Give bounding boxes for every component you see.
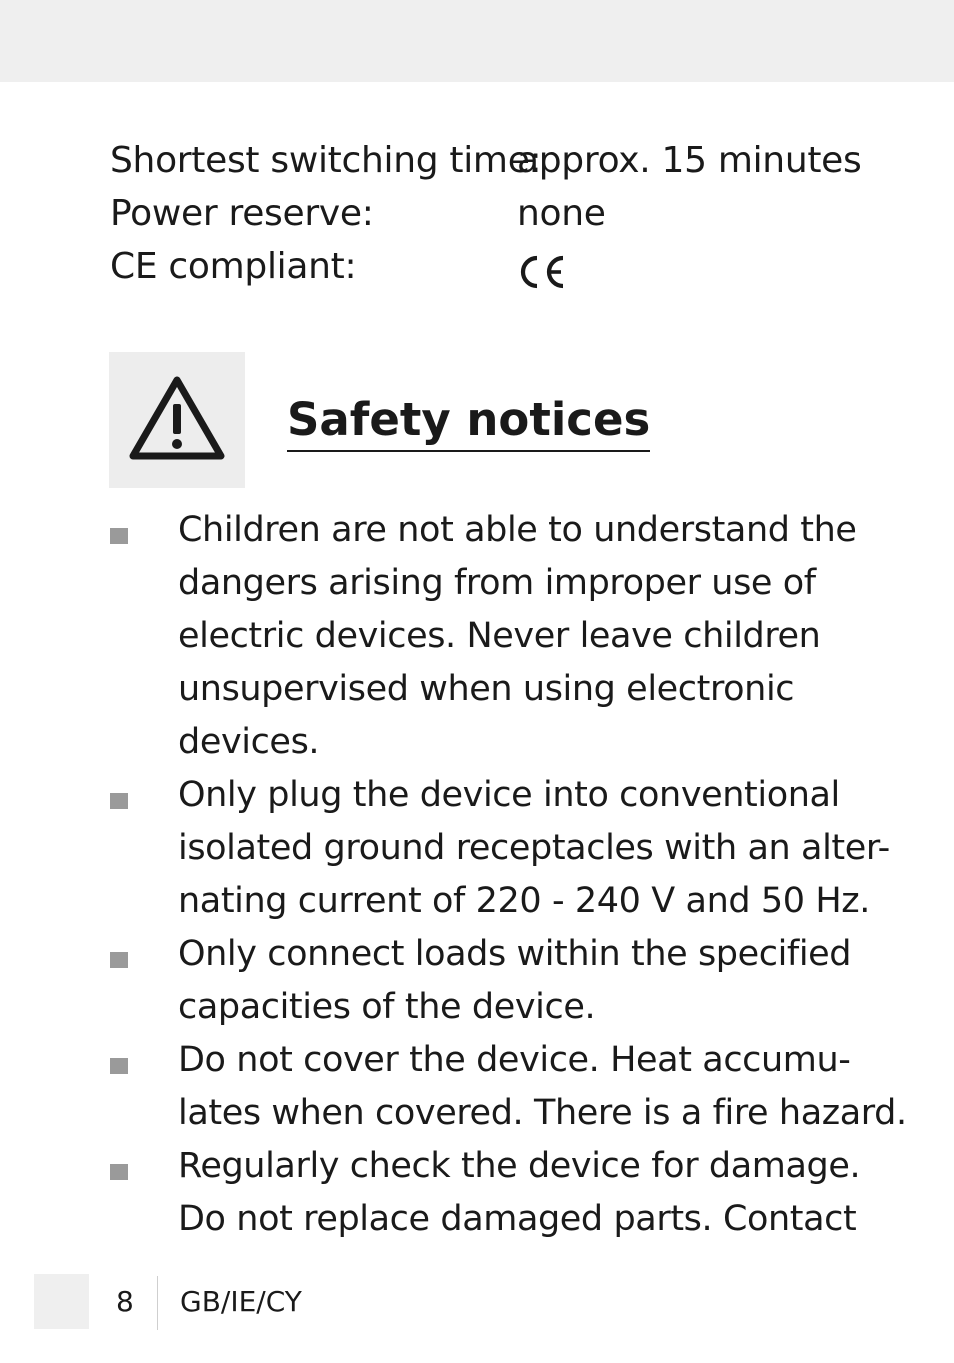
spec-label: Shortest switching time:: [110, 140, 542, 181]
notice-line: lates when covered. There is a fire hazard.: [178, 1093, 907, 1133]
notice-line: Regularly check the device for damage.: [178, 1146, 861, 1186]
footer-marker: [34, 1274, 89, 1329]
spec-value: approx. 15 minutes: [517, 140, 862, 181]
spec-row-power-reserve: [110, 187, 861, 240]
safety-notices-list: [110, 504, 907, 1246]
notice-line: capacities of the device.: [178, 987, 596, 1027]
spec-row-switching-time: [110, 134, 861, 187]
notice-line: Do not cover the device. Heat accumu-: [178, 1040, 851, 1080]
bullet-square-icon: [110, 1058, 128, 1074]
notice-line: electric devices. Never leave children: [178, 616, 821, 656]
warning-icon-box: [109, 352, 245, 488]
list-item: [110, 1034, 907, 1140]
list-item: [110, 928, 907, 1034]
notice-line: Children are not able to understand the: [178, 510, 857, 550]
bullet-square-icon: [110, 528, 128, 544]
warning-triangle-icon: [127, 374, 227, 466]
region-code: GB/IE/CY: [180, 1285, 302, 1318]
footer-divider: [157, 1276, 158, 1330]
notice-line: isolated ground receptacles with an alter-: [178, 828, 890, 868]
spec-row-ce-compliant: [110, 240, 861, 293]
bullet-square-icon: [110, 1164, 128, 1180]
notice-line: unsupervised when using electronic: [178, 669, 795, 709]
page-number: 8: [116, 1285, 134, 1318]
bullet-square-icon: [110, 793, 128, 809]
section-title: Safety notices: [287, 390, 650, 452]
specifications-table: [110, 134, 861, 293]
list-item: [110, 1140, 907, 1246]
spec-label: CE compliant:: [110, 246, 357, 287]
bullet-square-icon: [110, 952, 128, 968]
spec-value: none: [517, 193, 606, 234]
notice-line: devices.: [178, 722, 320, 762]
notice-line: dangers arising from improper use of: [178, 563, 816, 603]
header-band: [0, 0, 954, 82]
spec-label: Power reserve:: [110, 193, 374, 234]
notice-line: Do not replace damaged parts. Contact: [178, 1199, 857, 1239]
list-item: [110, 769, 907, 928]
ce-mark-icon: [517, 251, 567, 293]
list-item: [110, 504, 907, 769]
notice-line: Only plug the device into conventional: [178, 775, 840, 815]
notice-line: nating current of 220 - 240 V and 50 Hz.: [178, 881, 870, 921]
notice-line: Only connect loads within the specified: [178, 934, 852, 974]
